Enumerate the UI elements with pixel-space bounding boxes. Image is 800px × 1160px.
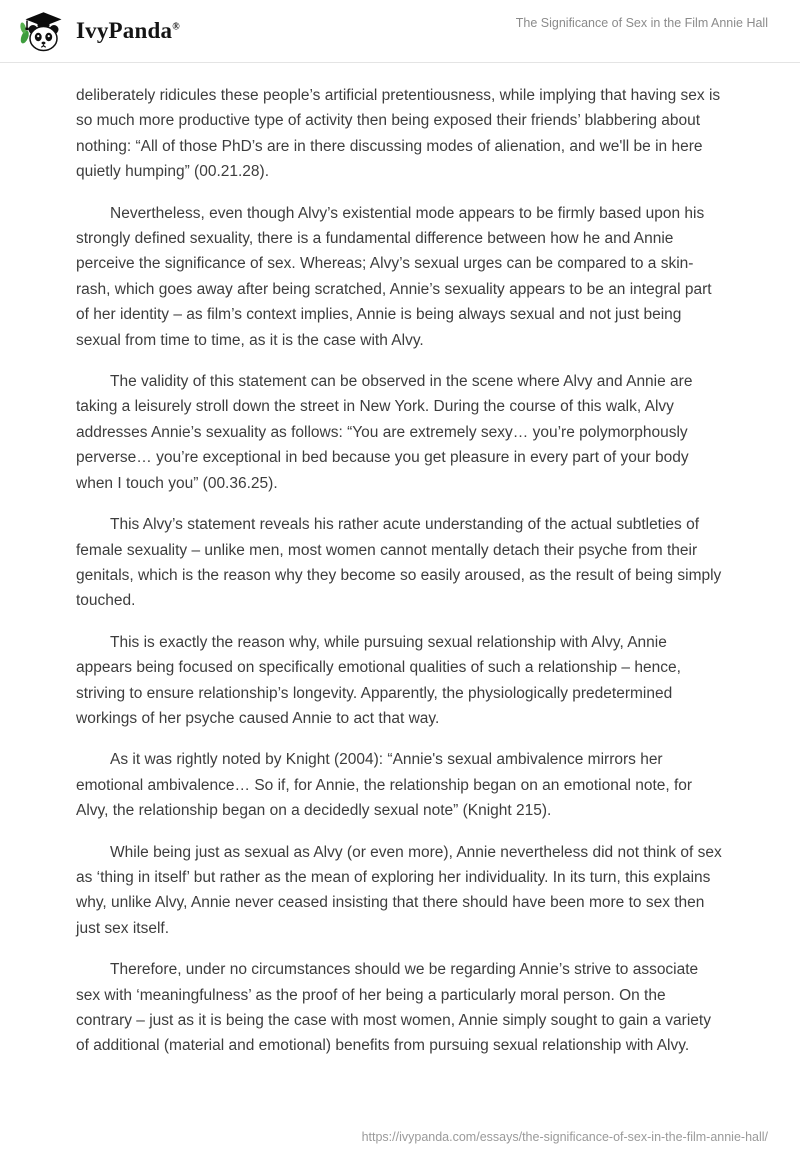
brand-name: IvyPanda® bbox=[76, 18, 180, 43]
ivypanda-panda-logo-icon bbox=[18, 7, 66, 55]
page-header bbox=[0, 0, 800, 63]
essay-paragraph: Therefore, under no circumstances should we be regarding Annie’s strive to associate sex with ‘meaningfulness’ as the proof of her being a particularly moral person. On the contrary – just as it is being the case with most women, Annie simply sought to gain a variety of additional (material and emotional) benefits from pursuing sexual relationship with Alvy. bbox=[76, 961, 711, 1055]
essay-paragraph: While being just as sexual as Alvy (or even more), Annie nevertheless did not think of sex as ‘thing in itself’ but rather as the mean of exploring her individuality. In its turn, this explains why, unlike Alvy, Annie never ceased insisting that there should have been more to sex then just sex itself. bbox=[76, 843, 722, 937]
essay-paragraph: deliberately ridicules these people’s artificial pretentiousness, while implying that having sex is so much more productive type of activity then being exposed their friends’ blabbering about nothing: “All of those PhD’s are in there discussing modes of alienation, and we'll be in here quietly humping” (00.21.28). bbox=[76, 87, 721, 181]
essay-paragraph: Nevertheless, even though Alvy’s existential mode appears to be firmly based upon his strongly defined sexuality, there is a fundamental difference between how he and Annie perceive the significance of sex. Whereas; Alvy’s sexual urges can be compared to a skin-rash, which goes away after being scratched, Annie’s sexuality appears to be an integral part of her identity – as film’s context implies, Annie is being always sexual and not just being sexual from time to time, as it is the case with Alvy. bbox=[76, 204, 712, 349]
page-footer bbox=[0, 1128, 800, 1160]
ivypanda-brand bbox=[18, 7, 180, 55]
essay-paragraph: This Alvy’s statement reveals his rather acute understanding of the actual subtleties of female sexuality – unlike men, most women cannot mentally detach their psyche from their genitals, which is the reason why they become so easily aroused, as the result of being simply touched. bbox=[76, 516, 722, 610]
essay-paragraph: This is exactly the reason why, while pursuing sexual relationship with Alvy, Annie appears being focused on specifically emotional qualities of such a relationship – hence, striving to ensure relationship’s longevity. Apparently, the physiologically predetermined workings of her psyche caused Annie to act that way. bbox=[76, 633, 681, 727]
source-url-link[interactable]: https://ivypanda.com/essays/the-significance-of-sex-in-the-film-annie-hall/ bbox=[361, 1130, 768, 1144]
essay-body bbox=[0, 63, 800, 1128]
registered-trademark: ® bbox=[172, 21, 180, 33]
essay-paragraph: The validity of this statement can be observed in the scene where Alvy and Annie are taking a leisurely stroll down the street in New York. During the course of this walk, Alvy addresses Annie’s sexuality as follows: “You are extremely sexy… you’re polymorphously perverse… you’re exceptional in bed because you get pleasure in every part of your body when I touch you” (00.36.25). bbox=[76, 373, 693, 492]
essay-paragraph: As it was rightly noted by Knight (2004): “Annie's sexual ambivalence mirrors her emotional ambivalence… So if, for Annie, the relationship began on an emotional note, for Alvy, the relationship began on a decidedly sexual note” (Knight 215). bbox=[76, 751, 693, 820]
header-document-title: The Significance of Sex in the Film Annie Hall bbox=[515, 16, 768, 30]
